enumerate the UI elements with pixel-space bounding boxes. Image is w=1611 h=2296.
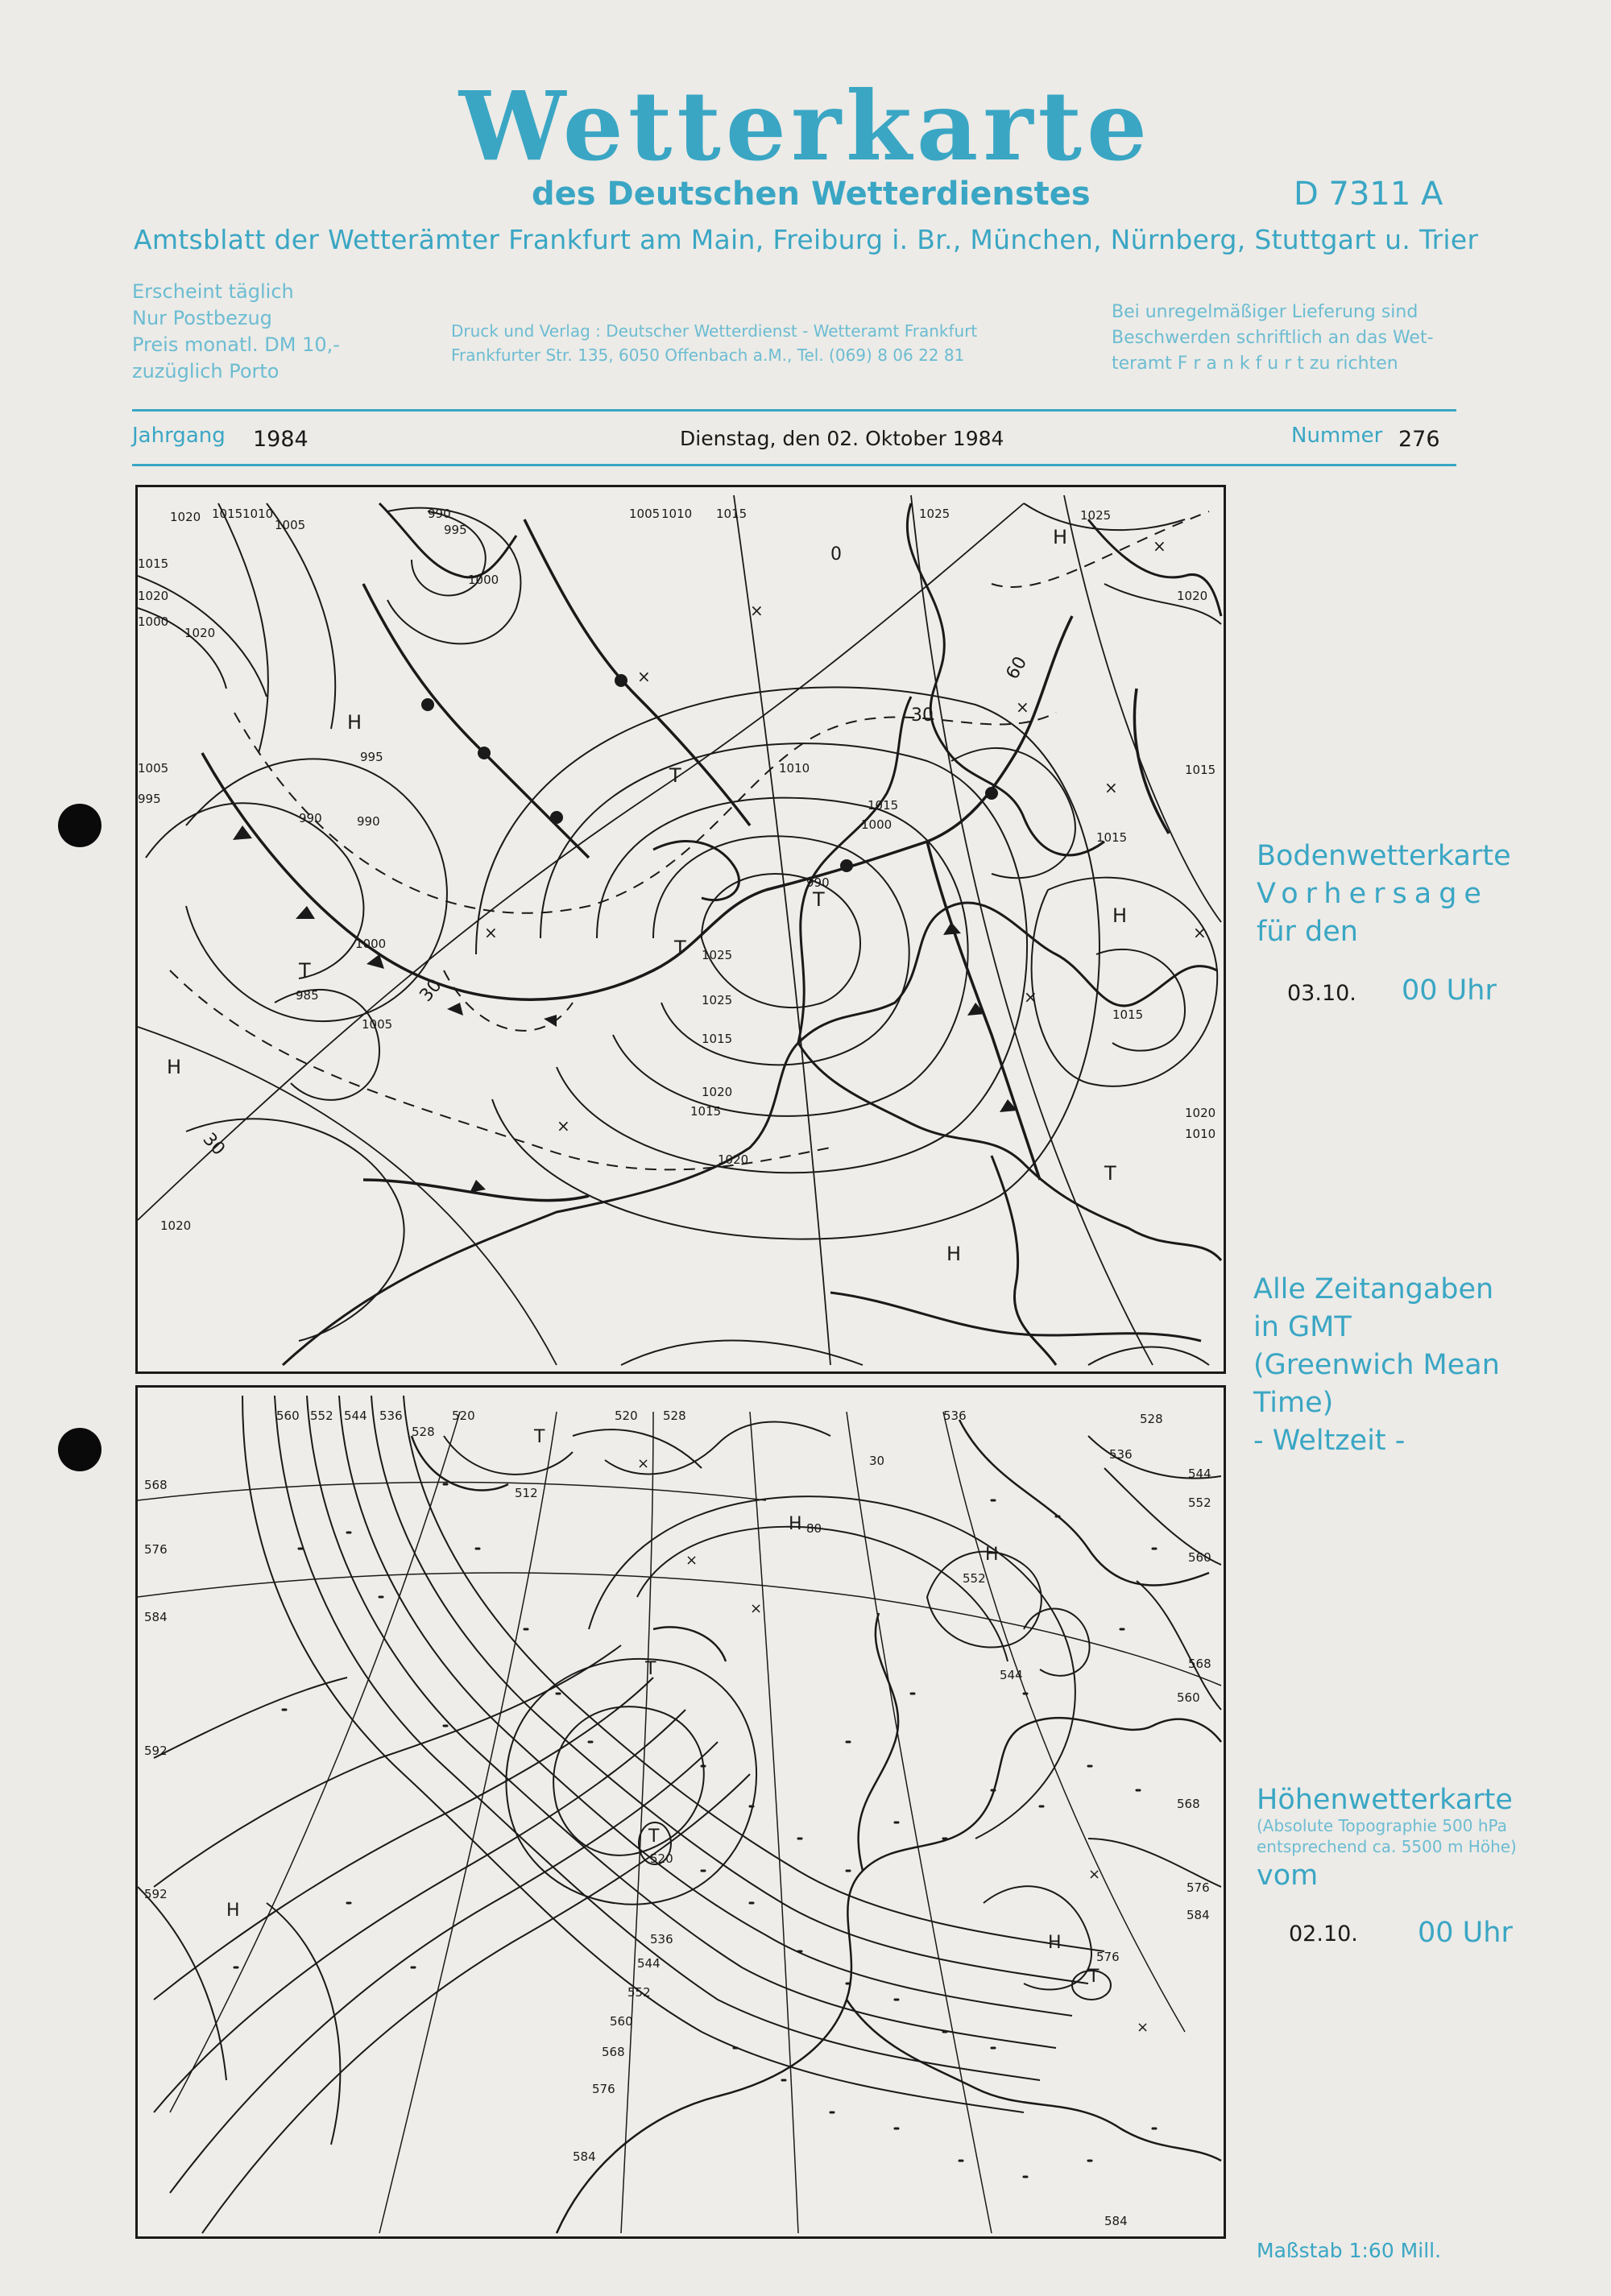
isobar-label: 1020: [138, 589, 169, 603]
isobar-label: 1005: [629, 507, 661, 521]
contour-label: 552: [310, 1409, 333, 1423]
contour-label: 536: [650, 1932, 673, 1946]
isobar-label: 30: [416, 975, 446, 1006]
upper-map-time: 00 Uhr: [1418, 1917, 1513, 1949]
contour-label: 552: [627, 1985, 651, 2000]
contour-label: 568: [1188, 1657, 1211, 1671]
isobar-label: 1020: [184, 626, 216, 640]
contour-label: 576: [144, 1542, 168, 1557]
isobar-label: 1025: [919, 507, 950, 521]
cross-marker: ×: [1104, 778, 1118, 797]
coastline: [653, 842, 739, 900]
high-pressure-label: H: [1048, 1933, 1062, 1953]
contour-line: [275, 1396, 1040, 2080]
jahrgang-label: Jahrgang: [132, 424, 226, 448]
publisher-info: [451, 319, 977, 367]
contour-label: 544: [1000, 1668, 1023, 1682]
subscription-info: [132, 279, 340, 385]
isobar-label: 1000: [355, 937, 387, 951]
isobar-label: 1015: [868, 798, 899, 813]
upper-map-svg: [138, 1388, 1224, 2236]
contour-line: [637, 1527, 1008, 1661]
publisher-line: Frankfurter Str. 135, 6050 Offenbach a.M., Tel. (069) 8 06 22 81: [451, 345, 965, 365]
isobar-label: 1010: [1185, 1127, 1216, 1141]
upper-map-date: 02.10.: [1289, 1922, 1358, 1946]
front-semicircle: [615, 674, 627, 687]
nummer-label: Nummer: [1291, 424, 1383, 448]
graticule-line: [943, 1412, 1185, 2032]
isobar-label: 1020: [702, 1085, 733, 1099]
isobar-label: 1015: [690, 1104, 722, 1119]
contour-line: [154, 1678, 347, 1758]
time-note-line: in GMT: [1253, 1311, 1352, 1343]
upper-map-vom: vom: [1257, 1860, 1319, 1892]
cross-marker: ×: [1137, 2019, 1149, 2036]
front-semicircle: [478, 747, 491, 759]
contour-label: 30: [869, 1454, 885, 1468]
low-pressure-label: T: [674, 937, 686, 959]
isobar: [267, 503, 335, 729]
isobar-label: 1020: [1177, 589, 1208, 603]
low-pressure-label: T: [299, 959, 311, 982]
complaint-line: teramt F r a n k f u r t zu richten: [1112, 354, 1398, 374]
isobar-label: 1005: [138, 761, 169, 776]
graticule-line: [1064, 495, 1221, 922]
contour-label: 560: [610, 2014, 633, 2029]
caption-line: für den: [1257, 916, 1358, 948]
time-note-line: - Weltzeit -: [1253, 1425, 1406, 1457]
complaint-info: [1112, 300, 1434, 377]
graticule-line: [621, 1412, 653, 2233]
contour-label: 560: [1188, 1550, 1211, 1565]
contour-label: 544: [637, 1956, 661, 1971]
contour-line: [267, 1903, 340, 2145]
coastline: [798, 697, 911, 1043]
low-pressure-label: T: [648, 1826, 660, 1847]
upper-map-caption: Höhenwetterkarte: [1257, 1784, 1513, 1816]
time-note-line: (Greenwich Mean: [1253, 1349, 1500, 1381]
isobar-label: 985: [296, 988, 319, 1003]
subscription-line: Nur Postbezug: [132, 307, 272, 329]
isobar-label: 990: [428, 507, 451, 521]
contour-label: 536: [1109, 1447, 1133, 1462]
contour-label: 552: [1188, 1496, 1211, 1510]
cross-marker: ×: [1153, 536, 1166, 556]
low-pressure-label: T: [534, 1427, 545, 1447]
thickness-line: [234, 713, 1056, 913]
contour-label: 520: [650, 1851, 673, 1866]
high-pressure-label: H: [1053, 526, 1068, 548]
low-pressure-label: T: [669, 764, 681, 787]
contour-label: 80: [806, 1521, 822, 1536]
contour-label: 552: [963, 1571, 986, 1586]
contour-label: 536: [943, 1409, 967, 1423]
cross-marker: ×: [1193, 923, 1207, 942]
cold-front: [202, 753, 766, 999]
front-triangle: [470, 1180, 486, 1193]
contour-line: [444, 1436, 573, 1475]
isobar-label: 1015: [702, 1032, 733, 1046]
coastline: [907, 503, 1104, 855]
contour-line: [138, 1887, 226, 2080]
subscription-line: Preis monatl. DM 10,-: [132, 333, 340, 356]
front-semicircle: [985, 787, 998, 800]
contour-label: 528: [412, 1425, 435, 1439]
cross-marker: ×: [750, 1600, 763, 1617]
subscription-line: Erscheint täglich: [132, 280, 294, 303]
isobar-label: 60: [1002, 653, 1032, 683]
contour-label: 584: [144, 1610, 168, 1624]
isobar-label: 1020: [1185, 1106, 1216, 1120]
isobar-label: 1010: [779, 761, 810, 776]
isobar: [146, 803, 363, 978]
surface-map-svg: [138, 487, 1224, 1371]
isobar-label: 1015: [716, 507, 748, 521]
contour-line: [506, 1659, 756, 1905]
punch-hole: [58, 804, 101, 847]
high-pressure-label: H: [347, 711, 362, 734]
contour-line: [927, 1552, 1042, 1648]
high-pressure-label: H: [1112, 904, 1128, 927]
isobar: [186, 759, 447, 1021]
isobar-label: 990: [299, 811, 322, 825]
complaint-line: Beschwerden schriftlich an das Wet-: [1112, 328, 1434, 348]
cold-front: [1134, 689, 1169, 834]
upper-map-note-line: entsprechend ca. 5500 m Höhe): [1257, 1837, 1517, 1856]
issue-date: Dienstag, den 02. Oktober 1984: [680, 427, 1004, 450]
contour-label: 592: [144, 1887, 168, 1901]
isobar-label: 1015: [138, 556, 169, 571]
time-note: [1253, 1271, 1500, 1460]
cross-marker: ×: [557, 1116, 570, 1136]
contour-label: 520: [615, 1409, 638, 1423]
front-semicircle: [840, 859, 853, 872]
isobar-label: 995: [360, 750, 383, 764]
cross-marker: ×: [1024, 987, 1037, 1007]
contour-label: 576: [1096, 1950, 1120, 1964]
cross-marker: ×: [1088, 1866, 1101, 1883]
isobar-label: 1015: [1185, 763, 1216, 777]
contour-label: 528: [663, 1409, 686, 1423]
contour-label: 584: [573, 2149, 596, 2164]
isobar-label: 1000: [138, 614, 169, 629]
isobar-label: 1010: [661, 507, 693, 521]
graticule-line: [138, 1573, 1221, 1686]
isobar-label: 1000: [861, 817, 892, 832]
page-title: Wetterkarte: [458, 70, 1153, 182]
contour-label: 520: [452, 1409, 475, 1423]
front-semicircle: [421, 698, 434, 711]
contour-label: 528: [1140, 1412, 1163, 1426]
high-pressure-label: H: [985, 1545, 999, 1565]
coastline: [847, 2000, 1221, 2161]
station-plot: [234, 1484, 1156, 2177]
graticule-line: [734, 495, 830, 1365]
cross-marker: ×: [484, 923, 498, 942]
contour-label: 544: [344, 1409, 367, 1423]
low-pressure-label: T: [645, 1659, 656, 1679]
graticule-line: [750, 1412, 798, 2233]
high-pressure-label: H: [946, 1243, 962, 1265]
graticule-line: [138, 1483, 766, 1501]
isobar-label: 1015: [212, 507, 243, 521]
contour-label: 568: [144, 1478, 168, 1492]
low-pressure-label: T: [1104, 1162, 1116, 1185]
time-note-line: Alle Zeitangaben: [1253, 1273, 1494, 1305]
surface-weather-map: [135, 485, 1226, 1374]
contour-line: [984, 1886, 1091, 1989]
isobar-label: 30: [198, 1129, 229, 1160]
isobar-label: 1025: [702, 993, 733, 1007]
isobar-label: 1010: [242, 507, 274, 521]
high-pressure-label: H: [167, 1056, 182, 1078]
coastline: [859, 1613, 899, 1871]
isobar-label: 1015: [1096, 830, 1128, 845]
coastline: [653, 1627, 726, 1661]
subscription-line: zuzüglich Porto: [132, 360, 280, 383]
surface-forecast-date: 03.10.: [1287, 981, 1356, 1006]
isobar-label: 30: [911, 705, 934, 726]
isobar-label: 1005: [362, 1017, 393, 1032]
cross-marker: ×: [637, 1455, 650, 1472]
surface-map-caption: [1257, 838, 1511, 951]
contour-label: 568: [1177, 1797, 1200, 1811]
coastline: [283, 903, 1217, 1365]
contour-label: 544: [1188, 1467, 1211, 1481]
front-triangle: [544, 1015, 557, 1027]
isobar-label: 995: [138, 792, 161, 806]
isobar-label: 1020: [160, 1218, 192, 1233]
caption-line: Bodenwetterkarte: [1257, 840, 1511, 872]
header-rule-top: [132, 409, 1456, 412]
isobar-label: 990: [806, 875, 830, 890]
isobar: [275, 990, 379, 1100]
isobar-label: 990: [357, 814, 380, 829]
front-triangle: [943, 922, 961, 935]
nummer-value: 276: [1398, 427, 1440, 452]
isobar: [653, 836, 909, 1065]
cross-marker: ×: [750, 601, 764, 620]
upper-map-note-line: (Absolute Topographie 500 hPa: [1257, 1816, 1507, 1835]
isobar-label: 995: [444, 523, 467, 537]
isobar-label: 1005: [275, 518, 306, 532]
header-rule-bottom: [132, 464, 1456, 466]
time-note-line: Time): [1253, 1387, 1334, 1419]
front-triangle: [447, 1003, 463, 1016]
contour-line: [1088, 1839, 1221, 1887]
high-pressure-label: H: [226, 1901, 240, 1921]
publication-code: D 7311 A: [1294, 176, 1443, 213]
front-triangle: [296, 906, 315, 919]
amtsblatt-line: Amtsblatt der Wetterämter Frankfurt am Main, Freiburg i. Br., München, Nürnberg, Stuttgart u. Trier: [134, 224, 1479, 255]
map-scale: Maßstab 1:60 Mill.: [1257, 2239, 1442, 2262]
isobar-label: 1000: [468, 573, 499, 587]
low-pressure-label: T: [1088, 1967, 1100, 1987]
jahrgang-value: 1984: [253, 427, 309, 452]
contour-label: 560: [276, 1409, 300, 1423]
contour-line: [371, 1396, 1088, 1984]
cross-marker: ×: [685, 1552, 698, 1569]
isobar: [702, 874, 860, 1007]
contour-label: 584: [1104, 2214, 1128, 2228]
isobar: [540, 743, 1027, 1173]
cross-marker: ×: [1016, 697, 1029, 717]
contour-label: 536: [379, 1409, 403, 1423]
surface-forecast-time: 00 Uhr: [1402, 974, 1497, 1007]
contour-label: 584: [1187, 1908, 1210, 1922]
contour-label: 592: [144, 1744, 168, 1758]
subtitle: des Deutschen Wetterdienstes: [532, 176, 1091, 213]
contour-label: 576: [1187, 1880, 1210, 1895]
isobar: [1088, 1347, 1209, 1366]
front-semicircle: [550, 811, 563, 824]
punch-hole: [58, 1428, 101, 1471]
contour-label: 568: [602, 2045, 625, 2059]
publisher-line: Druck und Verlag : Deutscher Wetterdienst - Wetteramt Frankfurt: [451, 321, 978, 341]
isobar: [218, 503, 268, 753]
isobar-label: 1025: [1080, 508, 1112, 523]
complaint-line: Bei unregelmäßiger Lieferung sind: [1112, 302, 1418, 322]
isobar-label: 1015: [1112, 1007, 1144, 1022]
caption-line: Vorhersage: [1257, 878, 1489, 910]
cross-marker: ×: [637, 667, 651, 686]
low-pressure-label: T: [813, 888, 825, 911]
contour-label: 560: [1177, 1690, 1200, 1705]
isobar-label: 1020: [170, 510, 201, 524]
upper-map-note: [1257, 1815, 1517, 1857]
contour-label: 576: [592, 2082, 615, 2096]
isobar: [621, 1341, 863, 1365]
isobar-label: 0: [830, 544, 842, 565]
high-pressure-label: H: [789, 1514, 802, 1534]
isobar-label: 1025: [702, 948, 733, 962]
contour-label: 512: [515, 1486, 538, 1500]
upper-air-map: [135, 1385, 1226, 2239]
occluded-front: [766, 616, 1072, 890]
isobar-label: 1020: [718, 1152, 749, 1167]
